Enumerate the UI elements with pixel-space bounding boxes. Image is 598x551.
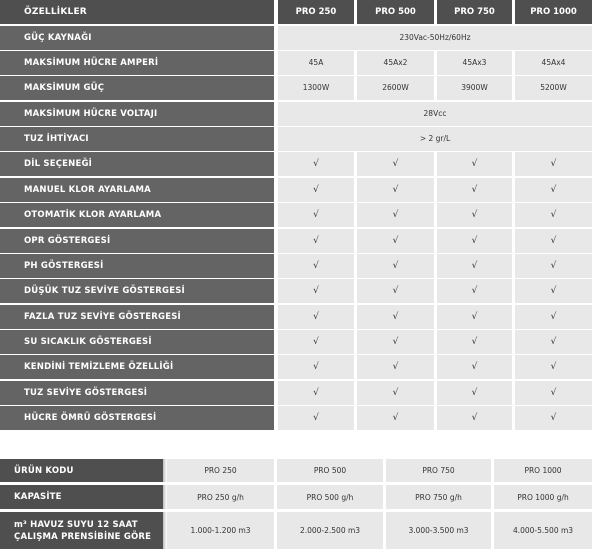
spec-row-label: OTOMATİK KLOR AYARLAMA [0, 203, 274, 227]
spec-cell: 2600W [357, 76, 434, 100]
check-icon: √ [278, 305, 354, 329]
check-icon: √ [278, 203, 354, 227]
product-cell: 2.000-2.500 m3 [277, 512, 383, 549]
check-icon: √ [437, 178, 512, 202]
check-icon: √ [278, 406, 354, 430]
spec-row-label: DİL SEÇENEĞİ [0, 152, 274, 176]
check-icon: √ [437, 406, 512, 430]
model-header-pro1000: PRO 1000 [515, 0, 592, 24]
spec-row-label: MAKSİMUM GÜÇ [0, 76, 274, 100]
spec-row-max-cell-voltage [0, 102, 598, 126]
spec-span-value: 230Vac-50Hz/60Hz [278, 26, 592, 50]
product-cell: PRO 500 g/h [277, 485, 383, 509]
check-icon: √ [515, 203, 592, 227]
check-icon: √ [437, 305, 512, 329]
spec-row-label: OPR GÖSTERGESİ [0, 229, 274, 253]
spec-span-value: > 2 gr/L [278, 127, 592, 151]
spec-row-label: PH GÖSTERGESİ [0, 254, 274, 278]
check-icon: √ [357, 381, 434, 405]
check-icon: √ [437, 203, 512, 227]
spec-row-label: FAZLA TUZ SEVİYE GÖSTERGESİ [0, 305, 274, 329]
check-icon: √ [437, 152, 512, 176]
spec-row-manual-chlorine [0, 178, 598, 202]
spec-cell: 45Ax3 [437, 51, 512, 75]
spec-row-high-salt [0, 305, 598, 329]
spec-cell: 45Ax4 [515, 51, 592, 75]
spec-row-power-supply [0, 26, 598, 50]
check-icon: √ [357, 254, 434, 278]
check-icon: √ [357, 152, 434, 176]
check-icon: √ [515, 305, 592, 329]
product-cell: 3.000-3.500 m3 [386, 512, 491, 549]
check-icon: √ [437, 330, 512, 354]
product-cell: 1.000-1.200 m3 [167, 512, 274, 549]
model-header-pro500: PRO 500 [357, 0, 434, 24]
model-header-pro250: PRO 250 [278, 0, 354, 24]
check-icon: √ [515, 229, 592, 253]
check-icon: √ [515, 279, 592, 303]
spec-row-max-power [0, 76, 598, 100]
spec-row-ph-indicator [0, 254, 598, 278]
spec-row-label: GÜÇ KAYNAĞI [0, 26, 274, 50]
spec-row-language [0, 152, 598, 176]
check-icon: √ [357, 229, 434, 253]
spec-row-auto-chlorine [0, 203, 598, 227]
product-cell: 4.000-5.500 m3 [494, 512, 592, 549]
check-icon: √ [437, 355, 512, 379]
spec-row-label: MAKSİMUM HÜCRE AMPERİ [0, 51, 274, 75]
check-icon: √ [515, 254, 592, 278]
check-icon: √ [278, 152, 354, 176]
model-header-pro750: PRO 750 [437, 0, 512, 24]
spec-cell: 3900W [437, 76, 512, 100]
spec-row-water-temp [0, 330, 598, 354]
product-cell: PRO 750 g/h [386, 485, 491, 509]
check-icon: √ [278, 279, 354, 303]
product-row-label-line: KAPASİTE [14, 492, 62, 502]
check-icon: √ [437, 229, 512, 253]
product-row-label [0, 485, 163, 509]
check-icon: √ [357, 203, 434, 227]
product-cell: PRO 500 [277, 459, 383, 482]
check-icon: √ [278, 229, 354, 253]
spec-cell: 45Ax2 [357, 51, 434, 75]
spec-cell: 45A [278, 51, 354, 75]
spec-cell: 1300W [278, 76, 354, 100]
check-icon: √ [437, 279, 512, 303]
check-icon: √ [515, 152, 592, 176]
spec-row-self-cleaning [0, 355, 598, 379]
check-icon: √ [437, 381, 512, 405]
spec-row-cell-life [0, 406, 598, 430]
check-icon: √ [357, 330, 434, 354]
spec-row-label: KENDİNİ TEMİZLEME ÖZELLİĞİ [0, 355, 274, 379]
spec-row-salt-requirement [0, 127, 598, 151]
product-cell: PRO 1000 g/h [494, 485, 592, 509]
product-row-label-line: ÇALIŞMA PRENSİBİNE GÖRE [14, 531, 152, 542]
spec-header-label: ÖZELLİKLER [0, 0, 274, 24]
spec-row-label: MAKSİMUM HÜCRE VOLTAJI [0, 102, 274, 126]
spec-row-opr-indicator [0, 229, 598, 253]
product-row-label-line: ÜRÜN KODU [14, 465, 74, 476]
product-cell: PRO 250 g/h [167, 485, 274, 509]
check-icon: √ [278, 254, 354, 278]
spec-row-salt-level [0, 381, 598, 405]
check-icon: √ [357, 279, 434, 303]
check-icon: √ [357, 355, 434, 379]
product-row-capacity [0, 485, 598, 509]
check-icon: √ [515, 330, 592, 354]
spec-row-label: TUZ SEVİYE GÖSTERGESİ [0, 381, 274, 405]
spec-row-label: SU SICAKLIK GÖSTERGESİ [0, 330, 274, 354]
product-cell: PRO 250 [167, 459, 274, 482]
product-cell: PRO 1000 [494, 459, 592, 482]
check-icon: √ [278, 330, 354, 354]
spec-row-label: MANUEL KLOR AYARLAMA [0, 178, 274, 202]
check-icon: √ [357, 305, 434, 329]
check-icon: √ [515, 355, 592, 379]
product-row-pool-volume [0, 512, 598, 549]
check-icon: √ [515, 178, 592, 202]
spec-span-value: 28Vcc [278, 102, 592, 126]
spec-row-low-salt [0, 279, 598, 303]
spec-header-row [0, 0, 598, 24]
product-row-label-line: m³ HAVUZ SUYU 12 SAAT [14, 519, 138, 530]
check-icon: √ [278, 355, 354, 379]
product-row-code [0, 459, 598, 482]
product-row-label [0, 512, 163, 549]
check-icon: √ [515, 381, 592, 405]
check-icon: √ [357, 178, 434, 202]
spec-row-label: DÜŞÜK TUZ SEVİYE GÖSTERGESİ [0, 279, 274, 303]
check-icon: √ [357, 406, 434, 430]
product-row-label [0, 459, 163, 482]
check-icon: √ [278, 178, 354, 202]
spec-row-label: HÜCRE ÖMRÜ GÖSTERGESİ [0, 406, 274, 430]
spec-row-max-cell-amp [0, 51, 598, 75]
check-icon: √ [278, 381, 354, 405]
spec-row-label: TUZ İHTİYACI [0, 127, 274, 151]
spec-cell: 5200W [515, 76, 592, 100]
check-icon: √ [437, 254, 512, 278]
product-cell: PRO 750 [386, 459, 491, 482]
check-icon: √ [515, 406, 592, 430]
